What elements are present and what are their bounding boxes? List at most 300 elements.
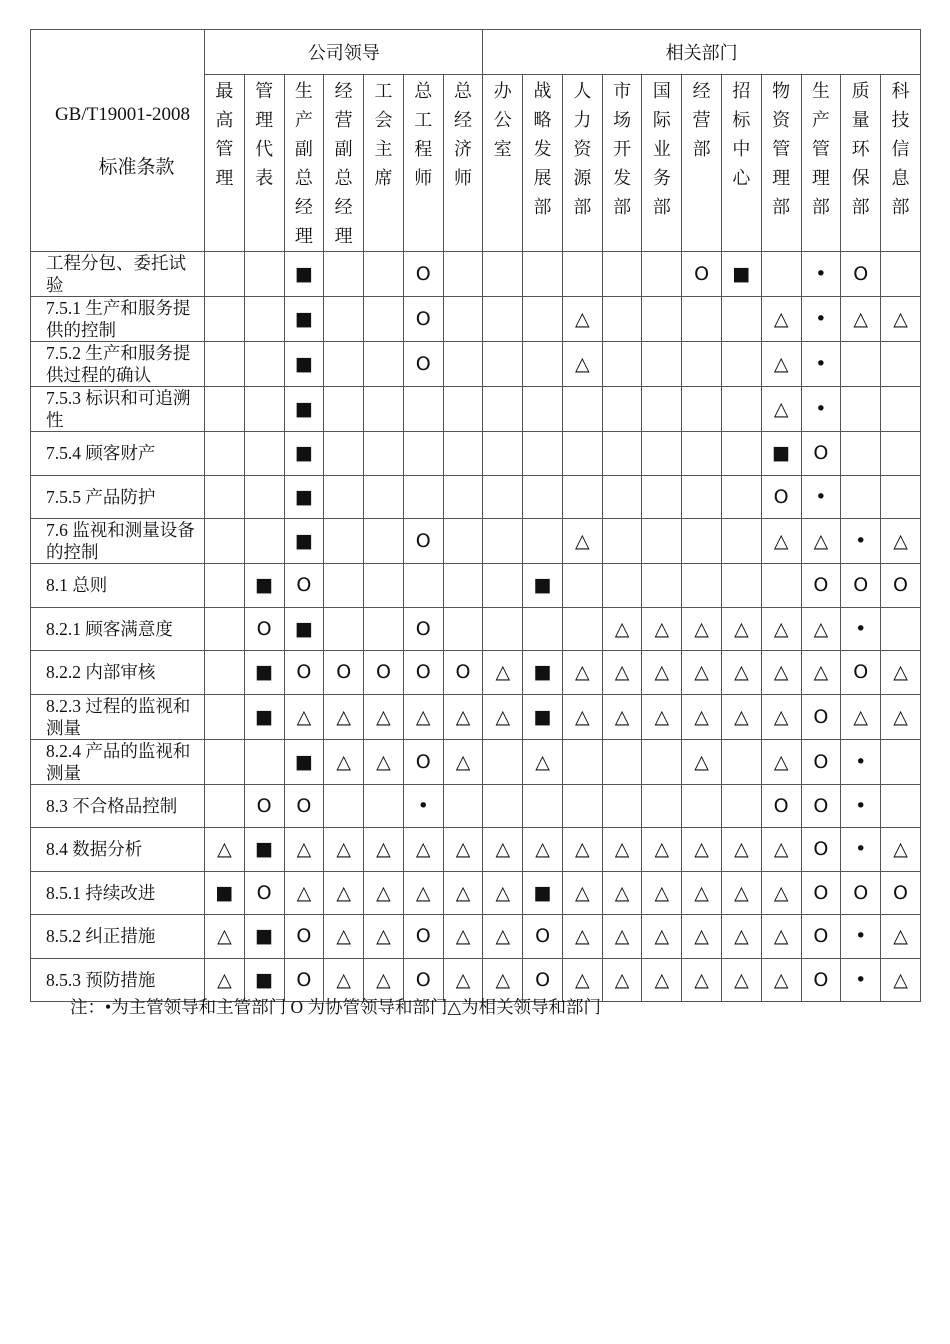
responsibility-cell: △ xyxy=(682,915,722,959)
responsibility-cell: O xyxy=(801,828,841,872)
responsibility-cell xyxy=(841,387,881,432)
responsibility-cell: ■ xyxy=(523,564,563,608)
legend-note: 注：•为主管领导和主管部门 O 为协管领导和部门△为相关领导和部门 xyxy=(70,997,601,1017)
responsibility-cell xyxy=(523,432,563,476)
responsibility-cell xyxy=(483,519,523,564)
responsibility-cell xyxy=(722,475,762,519)
responsibility-cell: △ xyxy=(682,739,722,784)
responsibility-cell xyxy=(244,252,284,297)
responsibility-cell: △ xyxy=(761,694,801,739)
responsibility-cell: • xyxy=(841,784,881,828)
responsibility-cell: O xyxy=(403,519,443,564)
standard-clause-title: 标准条款 xyxy=(98,156,175,178)
responsibility-cell: O xyxy=(403,297,443,342)
responsibility-cell: △ xyxy=(841,694,881,739)
responsibility-cell: ■ xyxy=(284,739,324,784)
responsibility-cell xyxy=(205,784,245,828)
responsibility-cell xyxy=(562,252,602,297)
responsibility-cell xyxy=(483,387,523,432)
column-header-label: 工会主席 xyxy=(374,81,393,189)
responsibility-cell: • xyxy=(801,297,841,342)
responsibility-cell: △ xyxy=(324,694,364,739)
responsibility-cell: △ xyxy=(761,519,801,564)
responsibility-cell: O xyxy=(284,958,324,1002)
department-column-header xyxy=(682,75,722,252)
leader-column-header xyxy=(324,75,364,252)
responsibility-cell: O xyxy=(403,651,443,695)
column-header-label: 生产副总经理 xyxy=(294,81,313,247)
responsibility-cell xyxy=(642,252,682,297)
responsibility-cell: △ xyxy=(443,828,483,872)
responsibility-cell xyxy=(364,342,404,387)
responsibility-cell xyxy=(602,784,642,828)
responsibility-cell: △ xyxy=(761,297,801,342)
responsibility-cell xyxy=(364,564,404,608)
responsibility-cell xyxy=(205,694,245,739)
column-header-label: 物资管理部 xyxy=(772,81,791,218)
responsibility-cell: O xyxy=(801,915,841,959)
column-header-label: 人力资源部 xyxy=(573,81,592,218)
responsibility-cell: △ xyxy=(602,651,642,695)
responsibility-cell: △ xyxy=(403,828,443,872)
responsibility-cell: △ xyxy=(602,694,642,739)
responsibility-cell: △ xyxy=(205,828,245,872)
responsibility-cell: △ xyxy=(443,871,483,915)
responsibility-cell: ■ xyxy=(284,475,324,519)
responsibility-cell xyxy=(324,252,364,297)
responsibility-cell: △ xyxy=(642,958,682,1002)
responsibility-cell xyxy=(841,432,881,476)
clause-label: 8.4 数据分析 xyxy=(31,828,205,872)
table-row xyxy=(31,915,921,959)
department-column-header xyxy=(562,75,602,252)
column-header-label: 市场开发部 xyxy=(613,81,632,218)
responsibility-cell: △ xyxy=(722,871,762,915)
responsibility-cell xyxy=(682,564,722,608)
responsibility-cell: ■ xyxy=(244,828,284,872)
responsibility-cell xyxy=(881,607,921,651)
responsibility-cell: O xyxy=(682,252,722,297)
responsibility-cell: O xyxy=(801,784,841,828)
responsibility-cell: O xyxy=(761,475,801,519)
responsibility-cell: △ xyxy=(562,915,602,959)
clause-label: 7.5.4 顾客财产 xyxy=(31,432,205,476)
responsibility-cell: △ xyxy=(881,694,921,739)
responsibility-cell: O xyxy=(403,607,443,651)
responsibility-cell: ■ xyxy=(722,252,762,297)
responsibility-cell xyxy=(364,252,404,297)
responsibility-cell: △ xyxy=(642,607,682,651)
responsibility-cell: △ xyxy=(881,519,921,564)
responsibility-cell xyxy=(642,475,682,519)
responsibility-cell: O xyxy=(841,564,881,608)
responsibility-cell: △ xyxy=(722,651,762,695)
responsibility-cell: ■ xyxy=(244,564,284,608)
department-column-header xyxy=(602,75,642,252)
department-column-header xyxy=(801,75,841,252)
column-header-label: 办公室 xyxy=(493,81,512,160)
responsibility-cell xyxy=(562,564,602,608)
responsibility-cell: O xyxy=(801,739,841,784)
responsibility-cell: △ xyxy=(801,651,841,695)
responsibility-cell: △ xyxy=(562,871,602,915)
responsibility-cell xyxy=(403,387,443,432)
responsibility-cell xyxy=(443,342,483,387)
responsibility-cell: △ xyxy=(801,607,841,651)
responsibility-cell: ■ xyxy=(244,958,284,1002)
responsibility-cell: △ xyxy=(642,871,682,915)
responsibility-cell xyxy=(682,519,722,564)
responsibility-cell: O xyxy=(841,252,881,297)
column-header-label: 最高管理 xyxy=(215,81,234,189)
responsibility-cell xyxy=(364,519,404,564)
responsibility-cell xyxy=(841,342,881,387)
responsibility-cell: △ xyxy=(324,871,364,915)
responsibility-cell xyxy=(483,784,523,828)
responsibility-cell xyxy=(682,784,722,828)
responsibility-cell: O xyxy=(403,252,443,297)
responsibility-cell: △ xyxy=(562,342,602,387)
responsibility-cell: △ xyxy=(761,871,801,915)
responsibility-cell xyxy=(602,475,642,519)
responsibility-cell: △ xyxy=(682,651,722,695)
responsibility-cell: △ xyxy=(443,739,483,784)
responsibility-cell xyxy=(205,342,245,387)
table-row xyxy=(31,564,921,608)
responsibility-cell xyxy=(642,739,682,784)
leader-column-header xyxy=(364,75,404,252)
responsibility-cell xyxy=(443,432,483,476)
responsibility-cell: △ xyxy=(205,915,245,959)
responsibility-cell xyxy=(244,342,284,387)
company-leaders-group-header: 公司领导 xyxy=(205,30,483,75)
responsibility-cell: △ xyxy=(761,739,801,784)
responsibility-cell xyxy=(244,387,284,432)
responsibility-cell: ■ xyxy=(244,651,284,695)
responsibility-cell: O xyxy=(403,739,443,784)
responsibility-cell: O xyxy=(841,651,881,695)
column-header-label: 总工程师 xyxy=(414,81,433,189)
table-row xyxy=(31,828,921,872)
responsibility-cell xyxy=(364,297,404,342)
responsibility-cell: • xyxy=(801,475,841,519)
responsibility-cell xyxy=(364,387,404,432)
responsibility-cell: • xyxy=(403,784,443,828)
clause-label: 8.2.3 过程的监视和测量 xyxy=(31,694,205,739)
responsibility-cell: • xyxy=(801,342,841,387)
responsibility-matrix-table xyxy=(30,29,921,1002)
standard-clause-header xyxy=(31,30,205,252)
responsibility-cell xyxy=(682,475,722,519)
responsibility-cell xyxy=(324,297,364,342)
responsibility-cell xyxy=(722,784,762,828)
responsibility-cell xyxy=(602,297,642,342)
table-row xyxy=(31,607,921,651)
responsibility-cell xyxy=(364,784,404,828)
responsibility-cell xyxy=(642,432,682,476)
responsibility-cell xyxy=(642,519,682,564)
responsibility-cell: △ xyxy=(722,694,762,739)
clause-label: 8.1 总则 xyxy=(31,564,205,608)
responsibility-cell xyxy=(602,739,642,784)
table-row xyxy=(31,342,921,387)
clause-label: 8.2.1 顾客满意度 xyxy=(31,607,205,651)
responsibility-cell xyxy=(562,739,602,784)
responsibility-cell xyxy=(324,784,364,828)
responsibility-cell xyxy=(682,297,722,342)
responsibility-cell xyxy=(881,784,921,828)
clause-label: 7.5.2 生产和服务提供过程的确认 xyxy=(31,342,205,387)
department-column-header xyxy=(722,75,762,252)
responsibility-cell: △ xyxy=(483,694,523,739)
responsibility-cell xyxy=(483,739,523,784)
responsibility-cell: △ xyxy=(761,607,801,651)
responsibility-cell xyxy=(443,387,483,432)
responsibility-cell: O xyxy=(403,958,443,1002)
table-row xyxy=(31,784,921,828)
clause-label: 7.6 监视和测量设备的控制 xyxy=(31,519,205,564)
responsibility-cell xyxy=(324,342,364,387)
responsibility-cell xyxy=(642,297,682,342)
column-header-label: 质量环保部 xyxy=(851,81,870,218)
responsibility-cell: △ xyxy=(602,958,642,1002)
responsibility-cell xyxy=(443,607,483,651)
responsibility-cell: ■ xyxy=(523,871,563,915)
responsibility-cell: O xyxy=(244,871,284,915)
responsibility-cell: △ xyxy=(881,297,921,342)
column-header-label: 招标中心 xyxy=(732,81,751,189)
responsibility-cell xyxy=(722,297,762,342)
responsibility-cell: ■ xyxy=(284,342,324,387)
responsibility-cell: △ xyxy=(364,828,404,872)
clause-label: 7.5.3 标识和可追溯性 xyxy=(31,387,205,432)
responsibility-cell: △ xyxy=(761,387,801,432)
responsibility-cell xyxy=(205,739,245,784)
responsibility-cell xyxy=(642,342,682,387)
responsibility-cell: △ xyxy=(483,651,523,695)
responsibility-cell: ■ xyxy=(761,432,801,476)
leader-column-header xyxy=(205,75,245,252)
responsibility-cell xyxy=(523,475,563,519)
responsibility-cell: ■ xyxy=(284,432,324,476)
related-departments-group-header: 相关部门 xyxy=(483,30,921,75)
responsibility-cell xyxy=(483,252,523,297)
column-header-label: 科技信息部 xyxy=(891,81,910,218)
responsibility-cell: O xyxy=(324,651,364,695)
table-row xyxy=(31,739,921,784)
responsibility-cell: • xyxy=(841,828,881,872)
responsibility-cell: △ xyxy=(722,958,762,1002)
responsibility-cell xyxy=(562,387,602,432)
responsibility-cell xyxy=(483,342,523,387)
responsibility-cell xyxy=(443,564,483,608)
responsibility-cell: △ xyxy=(841,297,881,342)
column-header-label: 经营部 xyxy=(692,81,711,160)
responsibility-cell: O xyxy=(284,564,324,608)
responsibility-cell xyxy=(483,297,523,342)
responsibility-cell xyxy=(244,297,284,342)
department-column-header xyxy=(761,75,801,252)
responsibility-cell: O xyxy=(881,871,921,915)
responsibility-cell xyxy=(364,432,404,476)
responsibility-cell: △ xyxy=(682,871,722,915)
responsibility-cell xyxy=(483,564,523,608)
table-row xyxy=(31,297,921,342)
clause-label: 8.2.2 内部审核 xyxy=(31,651,205,695)
responsibility-cell xyxy=(205,607,245,651)
responsibility-cell: △ xyxy=(483,915,523,959)
department-column-header xyxy=(881,75,921,252)
responsibility-cell xyxy=(324,564,364,608)
leader-column-header xyxy=(244,75,284,252)
responsibility-cell xyxy=(642,784,682,828)
responsibility-cell: △ xyxy=(761,828,801,872)
responsibility-cell: ■ xyxy=(244,694,284,739)
responsibility-cell: ■ xyxy=(284,387,324,432)
responsibility-cell: O xyxy=(801,958,841,1002)
responsibility-cell xyxy=(523,519,563,564)
responsibility-cell: △ xyxy=(443,958,483,1002)
responsibility-cell: △ xyxy=(602,607,642,651)
column-header-label: 管理 代表 xyxy=(255,81,274,189)
responsibility-cell xyxy=(443,519,483,564)
responsibility-cell xyxy=(324,475,364,519)
responsibility-cell xyxy=(722,387,762,432)
clause-label: 8.3 不合格品控制 xyxy=(31,784,205,828)
responsibility-cell: △ xyxy=(642,828,682,872)
responsibility-cell xyxy=(642,387,682,432)
responsibility-cell: △ xyxy=(483,958,523,1002)
responsibility-cell xyxy=(562,607,602,651)
responsibility-cell: O xyxy=(801,432,841,476)
responsibility-cell: O xyxy=(364,651,404,695)
responsibility-cell: • xyxy=(841,739,881,784)
responsibility-cell xyxy=(722,739,762,784)
responsibility-cell xyxy=(483,475,523,519)
responsibility-cell xyxy=(722,564,762,608)
responsibility-cell: △ xyxy=(562,519,602,564)
responsibility-cell xyxy=(602,342,642,387)
responsibility-cell xyxy=(443,297,483,342)
responsibility-cell xyxy=(523,252,563,297)
responsibility-cell xyxy=(841,475,881,519)
department-column-header xyxy=(841,75,881,252)
responsibility-cell xyxy=(324,607,364,651)
responsibility-cell: O xyxy=(523,915,563,959)
responsibility-cell: O xyxy=(523,958,563,1002)
responsibility-cell: △ xyxy=(284,694,324,739)
responsibility-cell: △ xyxy=(682,958,722,1002)
responsibility-cell: • xyxy=(841,915,881,959)
responsibility-cell xyxy=(324,387,364,432)
responsibility-cell: O xyxy=(403,342,443,387)
responsibility-cell xyxy=(761,564,801,608)
responsibility-cell: O xyxy=(284,915,324,959)
responsibility-cell: O xyxy=(801,871,841,915)
responsibility-cell: △ xyxy=(881,828,921,872)
clause-label: 工程分包、委托试验 xyxy=(31,252,205,297)
responsibility-cell: △ xyxy=(562,694,602,739)
responsibility-cell: ■ xyxy=(284,607,324,651)
table-row xyxy=(31,475,921,519)
responsibility-cell xyxy=(403,564,443,608)
responsibility-cell xyxy=(205,651,245,695)
clause-label: 8.2.4 产品的监视和测量 xyxy=(31,739,205,784)
column-header-label: 生产管理部 xyxy=(811,81,830,218)
responsibility-cell: O xyxy=(244,784,284,828)
clause-label: 8.5.2 纠正措施 xyxy=(31,915,205,959)
responsibility-cell: △ xyxy=(682,694,722,739)
clause-label: 7.5.5 产品防护 xyxy=(31,475,205,519)
responsibility-cell xyxy=(523,297,563,342)
responsibility-cell xyxy=(205,475,245,519)
responsibility-cell: ■ xyxy=(244,915,284,959)
responsibility-cell: O xyxy=(443,651,483,695)
responsibility-cell: △ xyxy=(523,828,563,872)
responsibility-cell: △ xyxy=(761,342,801,387)
responsibility-cell: • xyxy=(801,387,841,432)
responsibility-cell: △ xyxy=(364,915,404,959)
responsibility-cell: O xyxy=(801,564,841,608)
responsibility-cell: O xyxy=(244,607,284,651)
responsibility-cell: △ xyxy=(205,958,245,1002)
table-row xyxy=(31,694,921,739)
responsibility-cell: △ xyxy=(602,871,642,915)
responsibility-cell: △ xyxy=(364,871,404,915)
column-header-label: 国际业务部 xyxy=(652,81,671,218)
table-row xyxy=(31,871,921,915)
responsibility-cell: △ xyxy=(403,694,443,739)
responsibility-cell xyxy=(642,564,682,608)
column-header-label: 总经济师 xyxy=(454,81,472,189)
responsibility-cell xyxy=(244,432,284,476)
responsibility-cell xyxy=(483,432,523,476)
responsibility-cell: △ xyxy=(722,607,762,651)
responsibility-cell xyxy=(881,387,921,432)
responsibility-cell xyxy=(682,432,722,476)
department-column-header xyxy=(642,75,682,252)
responsibility-cell: △ xyxy=(523,739,563,784)
responsibility-cell: △ xyxy=(761,958,801,1002)
responsibility-cell xyxy=(244,739,284,784)
responsibility-cell: △ xyxy=(324,915,364,959)
clause-label: 8.5.1 持续改进 xyxy=(31,871,205,915)
clause-label: 7.5.1 生产和服务提供的控制 xyxy=(31,297,205,342)
responsibility-cell xyxy=(443,784,483,828)
responsibility-cell xyxy=(205,519,245,564)
responsibility-cell xyxy=(602,387,642,432)
responsibility-cell: • xyxy=(801,252,841,297)
responsibility-cell: △ xyxy=(284,828,324,872)
responsibility-cell xyxy=(443,475,483,519)
column-header-label: 战略发展部 xyxy=(533,81,552,218)
responsibility-cell: △ xyxy=(682,828,722,872)
responsibility-cell xyxy=(602,519,642,564)
department-column-header xyxy=(523,75,563,252)
responsibility-cell: ■ xyxy=(205,871,245,915)
responsibility-cell: • xyxy=(841,607,881,651)
responsibility-cell xyxy=(881,342,921,387)
responsibility-cell: △ xyxy=(562,297,602,342)
responsibility-cell: △ xyxy=(682,607,722,651)
responsibility-cell: △ xyxy=(403,871,443,915)
leader-column-header xyxy=(284,75,324,252)
responsibility-cell: △ xyxy=(761,915,801,959)
responsibility-cell xyxy=(244,475,284,519)
responsibility-cell: △ xyxy=(602,915,642,959)
responsibility-cell xyxy=(205,387,245,432)
responsibility-cell: △ xyxy=(881,651,921,695)
